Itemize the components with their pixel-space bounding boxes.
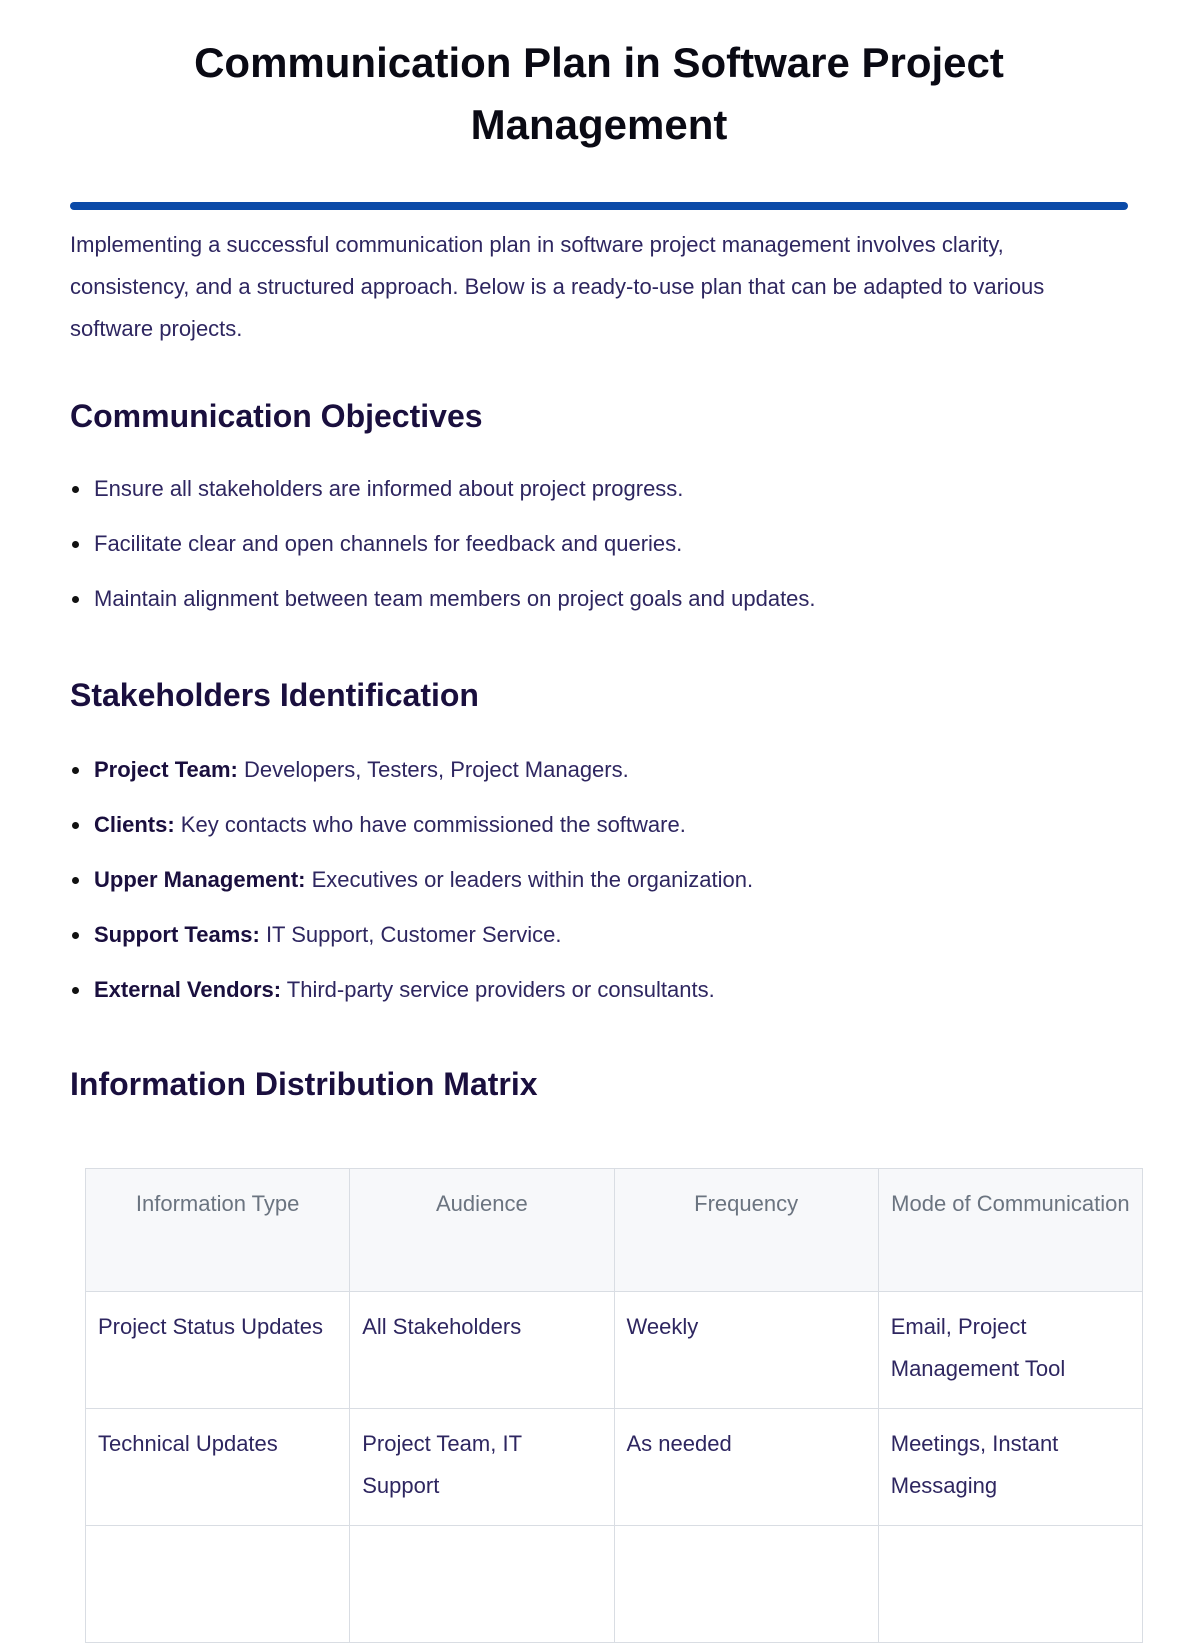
stakeholder-description: Developers, Testers, Project Managers. xyxy=(237,757,629,782)
matrix-heading: Information Distribution Matrix xyxy=(70,1066,538,1102)
bullet-icon xyxy=(72,596,79,603)
column-header: Frequency xyxy=(614,1169,878,1292)
stakeholder-term: Upper Management: xyxy=(94,867,306,892)
page-title: Communication Plan in Software Project Management xyxy=(194,39,1004,148)
stakeholder-term: Clients: xyxy=(94,812,175,837)
stakeholder-description: Key contacts who have commissioned the software. xyxy=(174,812,686,837)
stakeholder-description: Third-party service providers or consultants. xyxy=(281,977,715,1002)
list-item xyxy=(70,865,1128,920)
objectives-heading: Communication Objectives xyxy=(70,398,483,434)
table-cell: Weekly xyxy=(614,1292,878,1409)
stakeholder-description: IT Support, Customer Service. xyxy=(259,922,562,947)
table-cell: Email, Project Management Tool xyxy=(878,1292,1142,1409)
stakeholder-description: Executives or leaders within the organization. xyxy=(305,867,754,892)
list-item xyxy=(70,975,1128,1030)
table-cell: Project Status Updates xyxy=(86,1292,350,1409)
stakeholder-term: Project Team: xyxy=(94,757,238,782)
bullet-icon xyxy=(72,932,79,939)
bullet-icon xyxy=(72,987,79,994)
list-item: Ensure all stakeholders are informed about project progress. xyxy=(70,474,1128,529)
table-cell: Technical Updates xyxy=(86,1409,350,1526)
table-cell xyxy=(86,1526,350,1643)
bullet-icon xyxy=(72,541,79,548)
list-item xyxy=(70,920,1128,975)
column-header: Information Type xyxy=(86,1169,350,1292)
table-cell: All Stakeholders xyxy=(350,1292,614,1409)
bullet-icon xyxy=(72,486,79,493)
bullet-icon xyxy=(72,877,79,884)
table-row xyxy=(86,1292,1143,1409)
stakeholders-list xyxy=(70,755,1128,1030)
stakeholders-heading: Stakeholders Identification xyxy=(70,677,479,713)
table-row xyxy=(86,1526,1143,1643)
table-header-row xyxy=(86,1169,1143,1292)
table-cell xyxy=(878,1526,1142,1643)
table-cell: Project Team, IT Support xyxy=(350,1409,614,1526)
table-cell xyxy=(350,1526,614,1643)
list-item: Facilitate clear and open channels for feedback and queries. xyxy=(70,529,1128,584)
table-cell xyxy=(614,1526,878,1643)
objectives-list xyxy=(70,474,1128,639)
bullet-icon xyxy=(72,767,79,774)
stakeholder-term: External Vendors: xyxy=(94,977,282,1002)
list-item xyxy=(70,755,1128,810)
column-header: Mode of Communication xyxy=(878,1169,1142,1292)
bullet-icon xyxy=(72,822,79,829)
list-item xyxy=(70,810,1128,865)
title-divider xyxy=(70,202,1128,210)
list-item: Maintain alignment between team members on project goals and updates. xyxy=(70,584,1128,639)
table-row xyxy=(86,1409,1143,1526)
column-header: Audience xyxy=(350,1169,614,1292)
document-page xyxy=(70,0,1130,1498)
table-cell: As needed xyxy=(614,1409,878,1526)
intro-paragraph: Implementing a successful communication plan in software project management involves clarity, consistency, and a structured approach. Below is a ready-to-use plan that can be adapted to various software projects. xyxy=(70,232,1045,341)
distribution-matrix-table xyxy=(85,1168,1143,1643)
table-cell: Meetings, Instant Messaging xyxy=(878,1409,1142,1526)
stakeholder-term: Support Teams: xyxy=(94,922,260,947)
